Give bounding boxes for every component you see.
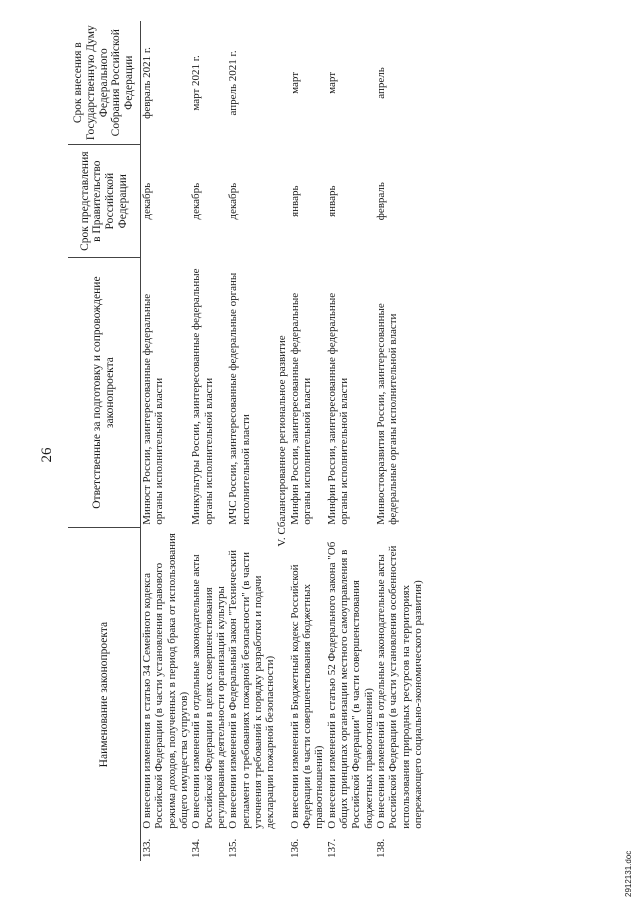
duma-deadline: март [325, 71, 338, 94]
responsible-agencies: Минвостокразвития России, заинтересованные федеральные органы исполнительной власти [374, 303, 400, 525]
responsible-agencies: Минкультуры России, заинтересованные федеральные органы исполнительной власти [190, 268, 215, 525]
duma-deadline: март [288, 71, 301, 94]
table-row [289, 21, 326, 861]
government-deadline: декабрь [227, 182, 240, 220]
row-number: 136. [288, 838, 301, 858]
responsible-agencies: Минюст России, заинтересованные федеральные органы исполнительной власти [141, 293, 166, 525]
government-deadline: январь [288, 185, 301, 217]
bills-table [68, 21, 424, 861]
duma-deadline: февраль 2021 г. [141, 47, 153, 119]
government-deadline: декабрь [190, 182, 203, 220]
bill-name: О внесении изменений в статью 52 Федерального закона "Об общих принципах организации местного самоуправления в Российской Федерации" (в части совершенствования бюджетных правоотношений) [325, 541, 375, 829]
responsible-agencies: Минфин России, заинтересованные федеральные органы исполнительной власти [325, 292, 350, 525]
section-row [276, 21, 288, 861]
table-header-row [68, 21, 141, 861]
file-name-footer: 2912131.doc [624, 850, 633, 897]
duma-deadline: апрель [374, 67, 387, 99]
government-deadline: декабрь [141, 182, 153, 220]
bill-name: О внесении изменений в отдельные законодательные акты Российской Федерации (в части установления особенностей использования природных ресурсов на территориях опережающего социально-экономического развития) [374, 545, 424, 829]
header-government-deadline: Срок представления в Правительство Российской Федерации [68, 145, 141, 258]
page-number: 26 [39, 447, 55, 463]
bill-name: О внесении изменений в Бюджетный кодекс Российской Федерации (в части совершенствования бюджетных правоотношений) [288, 564, 326, 829]
duma-deadline: март 2021 г. [190, 55, 203, 111]
row-number: 138. [374, 838, 387, 858]
table-row [227, 21, 276, 861]
government-deadline: январь [325, 185, 338, 217]
duma-deadline: апрель 2021 г. [227, 50, 240, 116]
header-duma-deadline: Срок внесения в Государственную Думу Федерального Собрания Российской Федерации [68, 21, 141, 145]
responsible-agencies: Минфин России, заинтересованные федеральные органы исполнительной власти [288, 292, 314, 525]
header-bill-name: Наименование законопроекта [68, 528, 141, 861]
table-row [141, 21, 191, 861]
table-row [190, 21, 227, 861]
government-deadline: февраль [374, 182, 387, 221]
bill-name: О внесении изменения в статью 34 Семейного кодекса Российской Федерации (в части установления правового режима доходов, полученных в период брака от использования общего имущества супругов) [141, 533, 190, 829]
table-row [326, 21, 375, 861]
bill-name: О внесении изменений в отдельные законодательные акты Российской Федерации в целях совершенствования регулирования деятельности организаций культуры [190, 554, 227, 829]
row-number: 135. [227, 838, 240, 858]
responsible-agencies: МЧС России, заинтересованные федеральные органы исполнительной власти [227, 272, 252, 525]
row-number: 137. [325, 838, 338, 858]
row-number: 134. [190, 838, 203, 858]
header-responsible: Ответственные за подготовку и сопровождение законопроекта [68, 257, 141, 527]
bill-name: О внесении изменений в Федеральный закон "Технический регламент о требованиях пожарной безопасности" (в части уточнения требований к порядку разработки и подачи декларации пожарной безопасности) [227, 550, 277, 829]
section-title: V. Сбалансированное региональное развитие [276, 335, 289, 547]
table-row [375, 21, 424, 861]
row-number: 133. [141, 838, 153, 858]
